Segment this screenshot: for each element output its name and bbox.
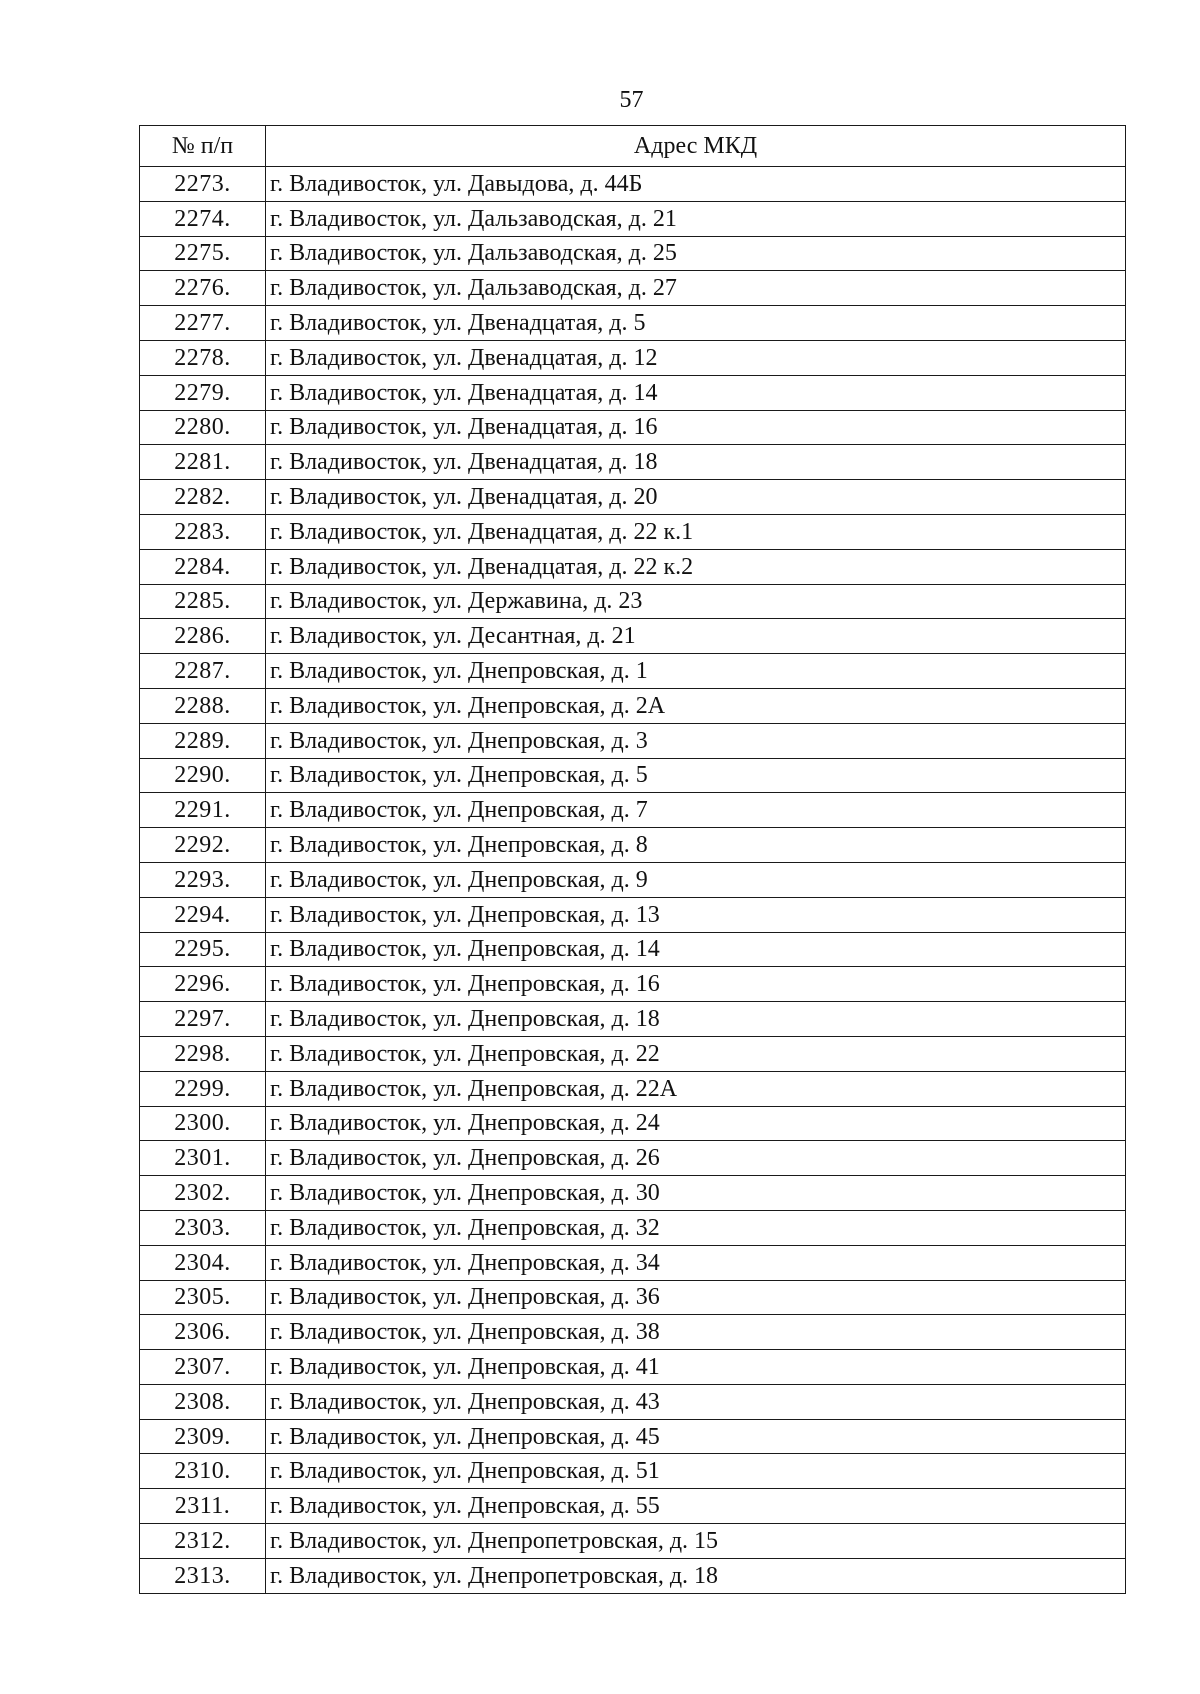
row-number-cell: 2300.: [140, 1106, 266, 1141]
address-cell: г. Владивосток, ул. Двенадцатая, д. 14: [266, 375, 1126, 410]
table-row: [140, 654, 1126, 689]
address-cell: г. Владивосток, ул. Днепровская, д. 34: [266, 1245, 1126, 1280]
address-cell: г. Владивосток, ул. Давыдова, д. 44Б: [266, 167, 1126, 202]
row-number-cell: 2283.: [140, 514, 266, 549]
address-cell: г. Владивосток, ул. Днепровская, д. 36: [266, 1280, 1126, 1315]
row-number-cell: 2294.: [140, 897, 266, 932]
table-row: [140, 584, 1126, 619]
row-number-cell: 2302.: [140, 1176, 266, 1211]
row-number-cell: 2286.: [140, 619, 266, 654]
table-row: [140, 340, 1126, 375]
row-number-cell: 2281.: [140, 445, 266, 480]
table-row: [140, 236, 1126, 271]
row-number-cell: 2274.: [140, 201, 266, 236]
address-cell: г. Владивосток, ул. Днепровская, д. 7: [266, 793, 1126, 828]
row-number-cell: 2295.: [140, 932, 266, 967]
row-number-cell: 2301.: [140, 1141, 266, 1176]
address-cell: г. Владивосток, ул. Днепровская, д. 1: [266, 654, 1126, 689]
table-row: [140, 1384, 1126, 1419]
table-row: [140, 375, 1126, 410]
address-cell: г. Владивосток, ул. Днепровская, д. 38: [266, 1315, 1126, 1350]
table-row: [140, 514, 1126, 549]
table-row: [140, 1524, 1126, 1559]
row-number-cell: 2288.: [140, 688, 266, 723]
row-number-cell: 2313.: [140, 1558, 266, 1593]
address-cell: г. Владивосток, ул. Днепровская, д. 9: [266, 862, 1126, 897]
address-cell: г. Владивосток, ул. Днепровская, д. 5: [266, 758, 1126, 793]
table-row: [140, 723, 1126, 758]
address-cell: г. Владивосток, ул. Десантная, д. 21: [266, 619, 1126, 654]
address-cell: г. Владивосток, ул. Днепропетровская, д. 18: [266, 1558, 1126, 1593]
row-number-cell: 2297.: [140, 1002, 266, 1037]
row-number-cell: 2308.: [140, 1384, 266, 1419]
page-number: 57: [619, 87, 644, 113]
row-number-cell: 2299.: [140, 1071, 266, 1106]
row-number-cell: 2305.: [140, 1280, 266, 1315]
address-cell: г. Владивосток, ул. Днепровская, д. 55: [266, 1489, 1126, 1524]
table-row: [140, 445, 1126, 480]
column-header-address: Адрес МКД: [266, 126, 1126, 167]
table-row: [140, 1489, 1126, 1524]
address-cell: г. Владивосток, ул. Двенадцатая, д. 22 к.1: [266, 514, 1126, 549]
address-cell: г. Владивосток, ул. Двенадцатая, д. 22 к.2: [266, 549, 1126, 584]
row-number-cell: 2289.: [140, 723, 266, 758]
table-row: [140, 1280, 1126, 1315]
address-cell: г. Владивосток, ул. Днепровская, д. 18: [266, 1002, 1126, 1037]
table-row: [140, 167, 1126, 202]
address-cell: г. Владивосток, ул. Двенадцатая, д. 16: [266, 410, 1126, 445]
row-number-cell: 2279.: [140, 375, 266, 410]
address-cell: г. Владивосток, ул. Днепровская, д. 3: [266, 723, 1126, 758]
table-row: [140, 1176, 1126, 1211]
table-row: [140, 1558, 1126, 1593]
address-cell: г. Владивосток, ул. Днепропетровская, д. 15: [266, 1524, 1126, 1559]
row-number-cell: 2304.: [140, 1245, 266, 1280]
table-row: [140, 480, 1126, 515]
address-cell: г. Владивосток, ул. Державина, д. 23: [266, 584, 1126, 619]
table-row: [140, 862, 1126, 897]
table-row: [140, 828, 1126, 863]
table-row: [140, 967, 1126, 1002]
row-number-cell: 2293.: [140, 862, 266, 897]
table-row: [140, 201, 1126, 236]
row-number-cell: 2280.: [140, 410, 266, 445]
address-cell: г. Владивосток, ул. Днепровская, д. 14: [266, 932, 1126, 967]
table-row: [140, 1315, 1126, 1350]
row-number-cell: 2312.: [140, 1524, 266, 1559]
table-row: [140, 1036, 1126, 1071]
row-number-cell: 2284.: [140, 549, 266, 584]
table-row: [140, 1245, 1126, 1280]
table-row: [140, 1002, 1126, 1037]
table-row: [140, 1210, 1126, 1245]
column-header-number: № п/п: [140, 126, 266, 167]
table-row: [140, 1106, 1126, 1141]
row-number-cell: 2275.: [140, 236, 266, 271]
table-row: [140, 758, 1126, 793]
row-number-cell: 2311.: [140, 1489, 266, 1524]
row-number-cell: 2290.: [140, 758, 266, 793]
row-number-cell: 2282.: [140, 480, 266, 515]
table-row: [140, 1454, 1126, 1489]
address-cell: г. Владивосток, ул. Двенадцатая, д. 20: [266, 480, 1126, 515]
table-header-row: [140, 126, 1126, 167]
address-cell: г. Владивосток, ул. Днепровская, д. 24: [266, 1106, 1126, 1141]
row-number-cell: 2292.: [140, 828, 266, 863]
address-cell: г. Владивосток, ул. Днепровская, д. 22А: [266, 1071, 1126, 1106]
row-number-cell: 2307.: [140, 1350, 266, 1385]
row-number-cell: 2291.: [140, 793, 266, 828]
address-cell: г. Владивосток, ул. Днепровская, д. 43: [266, 1384, 1126, 1419]
table-body: [140, 167, 1126, 1594]
row-number-cell: 2309.: [140, 1419, 266, 1454]
table-row: [140, 549, 1126, 584]
table-row: [140, 1350, 1126, 1385]
address-cell: г. Владивосток, ул. Днепровская, д. 13: [266, 897, 1126, 932]
address-cell: г. Владивосток, ул. Днепровская, д. 32: [266, 1210, 1126, 1245]
table-row: [140, 793, 1126, 828]
address-cell: г. Владивосток, ул. Двенадцатая, д. 5: [266, 306, 1126, 341]
table-row: [140, 306, 1126, 341]
table-row: [140, 688, 1126, 723]
address-cell: г. Владивосток, ул. Дальзаводская, д. 27: [266, 271, 1126, 306]
table-row: [140, 619, 1126, 654]
row-number-cell: 2287.: [140, 654, 266, 689]
address-cell: г. Владивосток, ул. Днепровская, д. 22: [266, 1036, 1126, 1071]
row-number-cell: 2276.: [140, 271, 266, 306]
row-number-cell: 2298.: [140, 1036, 266, 1071]
address-cell: г. Владивосток, ул. Дальзаводская, д. 21: [266, 201, 1126, 236]
table-row: [140, 1141, 1126, 1176]
address-cell: г. Владивосток, ул. Днепровская, д. 51: [266, 1454, 1126, 1489]
table-row: [140, 897, 1126, 932]
row-number-cell: 2306.: [140, 1315, 266, 1350]
address-cell: г. Владивосток, ул. Днепровская, д. 16: [266, 967, 1126, 1002]
address-cell: г. Владивосток, ул. Днепровская, д. 26: [266, 1141, 1126, 1176]
address-cell: г. Владивосток, ул. Двенадцатая, д. 18: [266, 445, 1126, 480]
table-row: [140, 1419, 1126, 1454]
address-cell: г. Владивосток, ул. Дальзаводская, д. 25: [266, 236, 1126, 271]
address-cell: г. Владивосток, ул. Днепровская, д. 41: [266, 1350, 1126, 1385]
table-row: [140, 410, 1126, 445]
row-number-cell: 2278.: [140, 340, 266, 375]
row-number-cell: 2277.: [140, 306, 266, 341]
row-number-cell: 2273.: [140, 167, 266, 202]
address-cell: г. Владивосток, ул. Днепровская, д. 45: [266, 1419, 1126, 1454]
address-table: [139, 125, 1126, 1594]
row-number-cell: 2285.: [140, 584, 266, 619]
row-number-cell: 2310.: [140, 1454, 266, 1489]
table-row: [140, 932, 1126, 967]
address-cell: г. Владивосток, ул. Днепровская, д. 30: [266, 1176, 1126, 1211]
address-cell: г. Владивосток, ул. Днепровская, д. 2А: [266, 688, 1126, 723]
row-number-cell: 2303.: [140, 1210, 266, 1245]
table-row: [140, 1071, 1126, 1106]
address-cell: г. Владивосток, ул. Днепровская, д. 8: [266, 828, 1126, 863]
table-row: [140, 271, 1126, 306]
row-number-cell: 2296.: [140, 967, 266, 1002]
address-cell: г. Владивосток, ул. Двенадцатая, д. 12: [266, 340, 1126, 375]
